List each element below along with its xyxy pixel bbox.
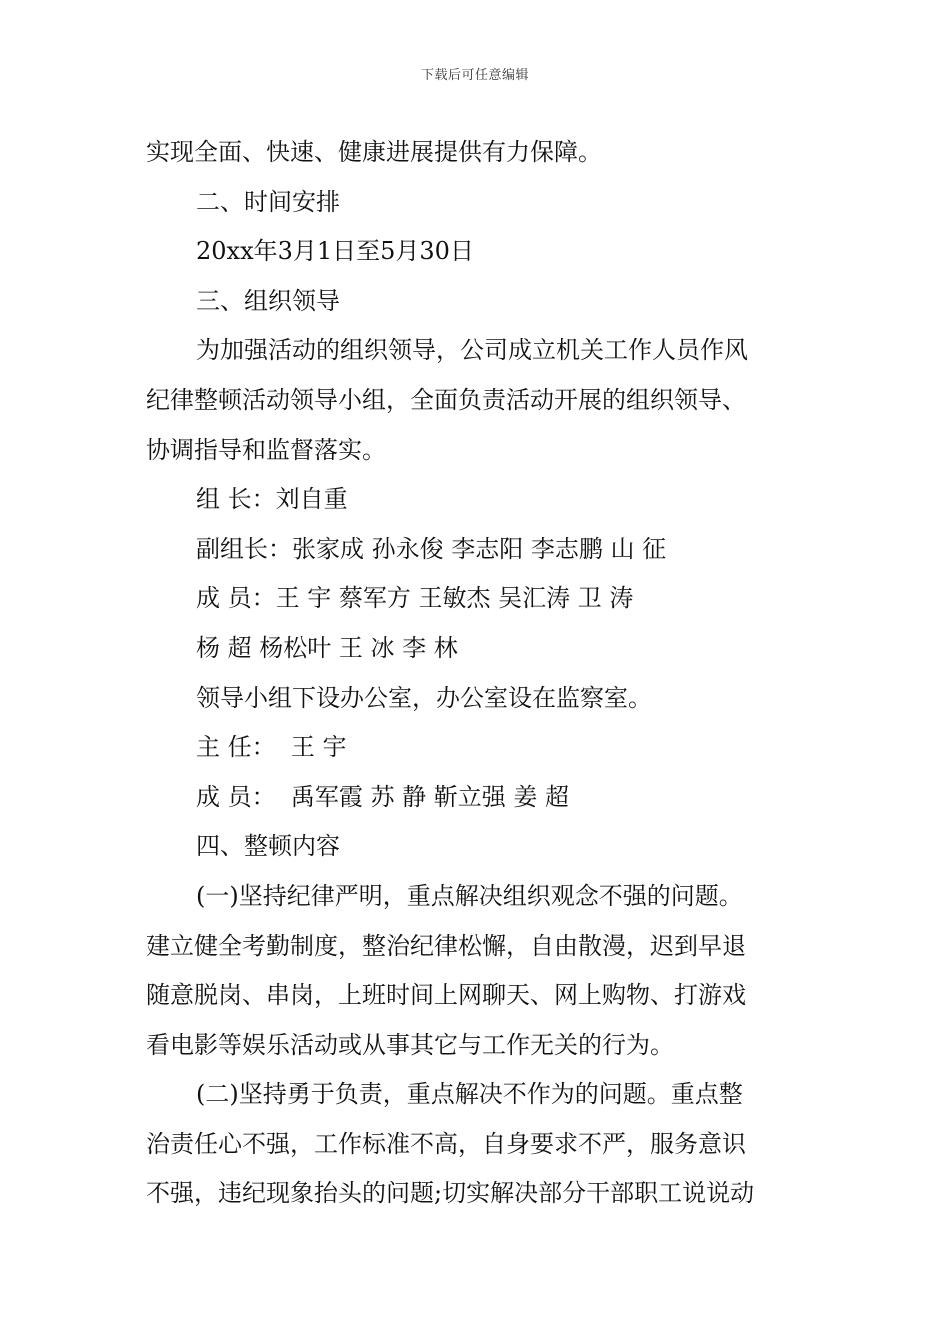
body-line: 20xx年3月1日至5月30日 <box>196 237 474 266</box>
body-line: 成 员： 禹军霞 苏 静 靳立强 姜 超 <box>196 782 570 811</box>
body-line: 主 任： 王 宇 <box>196 733 347 762</box>
body-line: 成 员：王 宇 蔡军方 王敏杰 吴汇涛 卫 涛 <box>196 584 634 613</box>
body-line: 为加强活动的组织领导，公司成立机关工作人员作风 <box>196 336 748 365</box>
page-header-note: 下载后可任意编辑 <box>420 68 529 83</box>
body-line: 纪律整顿活动领导小组，全面负责活动开展的组织领导、 <box>146 385 746 414</box>
body-line: 副组长：张家成 孙永俊 李志阳 李志鹏 山 征 <box>196 534 667 563</box>
body-line: 实现全面、快速、健康进展提供有力保障。 <box>146 138 602 166</box>
body-line: 协调指导和监督落实。 <box>146 435 386 464</box>
body-line: (二)坚持勇于负责，重点解决不作为的问题。重点整 <box>196 1080 743 1109</box>
body-line: 看电影等娱乐活动或从事其它与工作无关的行为。 <box>146 1030 674 1059</box>
body-line: (一)坚持纪律严明，重点解决组织观念不强的问题。 <box>196 881 743 910</box>
section-heading-organization: 三、组织领导 <box>196 286 340 315</box>
body-line: 组 长：刘自重 <box>196 485 348 514</box>
body-line: 不强，违纪现象抬头的问题;切实解决部分干部职工说说动 <box>146 1179 755 1208</box>
section-heading-schedule: 二、时间安排 <box>196 187 340 216</box>
body-line: 随意脱岗、串岗，上班时间上网聊天、网上购物、打游戏 <box>146 981 746 1010</box>
body-line: 杨 超 杨松叶 王 冰 李 林 <box>196 633 458 662</box>
body-line: 建立健全考勤制度，整治纪律松懈，自由散漫，迟到早退 <box>146 931 746 960</box>
body-line: 领导小组下设办公室，办公室设在监察室。 <box>196 683 652 712</box>
document-body <box>146 128 810 1219</box>
section-heading-content: 四、整顿内容 <box>196 832 340 861</box>
body-line: 治责任心不强，工作标准不高，自身要求不严，服务意识 <box>146 1129 746 1158</box>
